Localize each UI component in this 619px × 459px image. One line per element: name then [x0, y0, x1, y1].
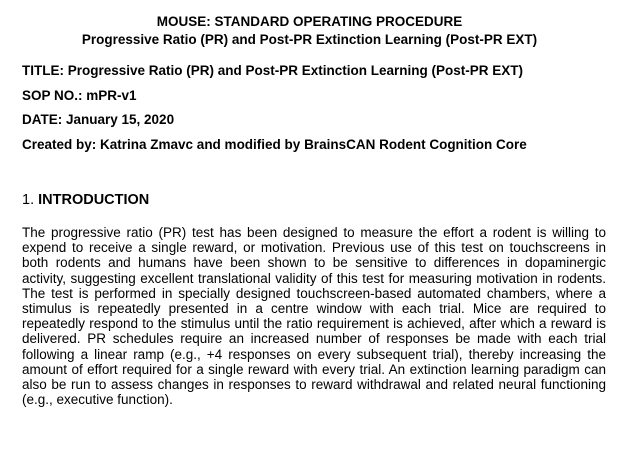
introduction-paragraph: The progressive ratio (PR) test has been designed to measure the effort a rodent is willing to expend to receive a single reward, or motivation. Previous use of this test on touchscreens in both rodents and humans have been shown to be sensitive to differences in dopaminergic activity, suggesting excellent translational validity of this test for measuring motivation in rodents. The test is performed in specially designed touchscreen-based automated chambers, where a stimulus is repeatedly presented in a centre window with each trial. Mice are required to repeatedly respond to the stimulus until the ratio requirement is achieved, after which a reward is delivered. PR schedules require an increased number of responses be made with each trial following a linear ramp (e.g., +4 responses on every subsequent trial), thereby increasing the amount of effort required for a single reward with every trial. An extinction learning paradigm can also be run to assess changes in responses to reward withdrawal and related neural functioning (e.g., executive function).	[22, 225, 606, 408]
meta-created-by: Created by: Katrina Zmavc and modified by BrainsCAN Rodent Cognition Core	[22, 136, 527, 152]
header-line-1: MOUSE: STANDARD OPERATING PROCEDURE	[156, 14, 463, 29]
meta-title: TITLE: Progressive Ratio (PR) and Post-PR Extinction Learning (Post-PR EXT)	[22, 63, 524, 78]
section-number: 1.	[22, 192, 35, 208]
meta-date: DATE: January 15, 2020	[22, 112, 175, 127]
section-title: INTRODUCTION	[38, 192, 150, 208]
document-header	[0, 13, 619, 49]
section-heading	[22, 191, 149, 209]
document-metadata	[22, 62, 612, 160]
header-line-2: Progressive Ratio (PR) and Post-PR Extinction Learning (Post-PR EXT)	[81, 32, 538, 47]
meta-sop-number: SOP NO.: mPR-v1	[22, 87, 137, 103]
